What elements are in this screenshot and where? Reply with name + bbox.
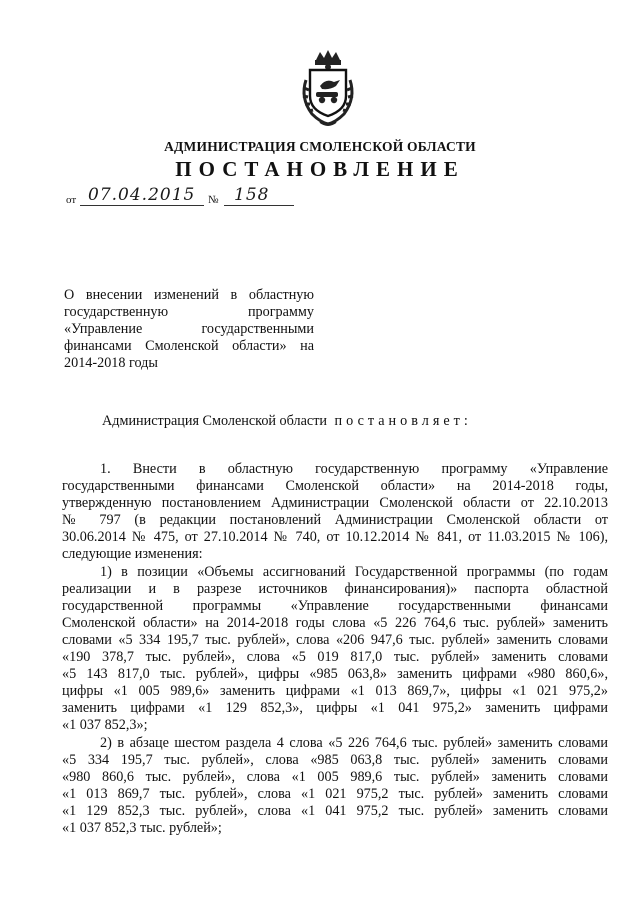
subject-line: «Управление государственными (64, 321, 314, 337)
smolensk-coat-of-arms-icon (296, 50, 360, 128)
body-line: «190 378,7 тыс. рублей», слова «5 019 817,0 тыс. рублей» заменить словами (62, 649, 608, 666)
body-line: «5 143 817,0 тыс. рублей», цифры «985 063,8» заменить цифрами «980 860,6», (62, 666, 608, 683)
subject-line: О внесении изменений в областную (64, 287, 314, 303)
body-line: 30.06.2014 № 475, от 27.10.2014 № 740, от 10.12.2014 № 841, от 11.03.2015 № 106), (62, 529, 608, 546)
document-type-heading: ПОСТАНОВЛЕНИЕ (175, 157, 465, 181)
number-label: № (208, 194, 219, 206)
body-line: следующие изменения: (62, 546, 203, 563)
decree-intro (102, 413, 472, 430)
subject-line: 2014-2018 годы (64, 355, 158, 371)
body-line: «1 013 869,7 тыс. рублей», слова «1 021 975,2 тыс. рублей» заменить словами (62, 785, 608, 802)
body-line: «1 129 852,3 тыс. рублей», слова «1 041 975,2 тыс. рублей» заменить словами (62, 802, 608, 819)
handwritten-date: 07.04.2015 (88, 185, 196, 205)
date-underline (80, 205, 204, 206)
date-label: от (66, 194, 77, 206)
body-line: словами «5 334 195,7 тыс. рублей», слова «206 947,6 тыс. рублей» заменить словами (62, 631, 608, 648)
body-line: 1. Внести в областную государственную программу «Управление (100, 461, 608, 477)
body-line: 1) в позиции «Объемы ассигнований Государственной программы (по годам (100, 563, 608, 580)
handwritten-number: 158 (234, 185, 270, 205)
body-line: заменить цифрами «1 129 852,3», цифры «1 041 975,2» заменить цифрами (62, 700, 608, 717)
body-line: Смоленской области» на 2014-2018 годы слова «5 226 764,6 тыс. рублей» заменить (62, 614, 608, 631)
subject-line: финансами Смоленской области» на (64, 338, 314, 354)
subject-line: государственную программу (64, 304, 314, 320)
body-line: государственными финансами Смоленской области» на 2014-2018 годы, (62, 478, 608, 495)
body-line: 2) в абзаце шестом раздела 4 слова «5 226 764,6 тыс. рублей» заменить словами (100, 734, 608, 751)
organization-title: АДМИНИСТРАЦИЯ СМОЛЕНСКОЙ ОБЛАСТИ (164, 139, 476, 154)
body-line: государственной программы «Управление государственными финансами (62, 597, 608, 614)
document-body (62, 461, 608, 837)
body-line: «1 037 852,3»; (62, 717, 148, 734)
body-line: цифры «1 005 989,6» заменить цифрами «1 013 869,7», цифры «1 021 975,2» (62, 683, 608, 700)
body-line: реализации и в разрезе источников финансирования)» паспорта областной (62, 580, 608, 597)
body-line: «1 037 852,3 тыс. рублей»; (62, 819, 222, 836)
decree-intro-lead: Администрация Смоленской области (102, 413, 327, 429)
body-line: утвержденную постановлением Администрации Смоленской области от 22.10.2013 (62, 495, 608, 512)
date-number-line (66, 185, 366, 209)
body-line: № 797 (в редакции постановлений Администрации Смоленской области от (62, 512, 608, 529)
document-subject (64, 287, 314, 372)
body-line: «5 334 195,7 тыс. рублей», слова «985 063,8 тыс. рублей» заменить словами (62, 751, 608, 768)
number-underline (224, 205, 294, 206)
decree-intro-verb: постановляет: (334, 413, 472, 429)
body-line: «980 860,6 тыс. рублей», слова «1 005 989,6 тыс. рублей» заменить словами (62, 768, 608, 785)
